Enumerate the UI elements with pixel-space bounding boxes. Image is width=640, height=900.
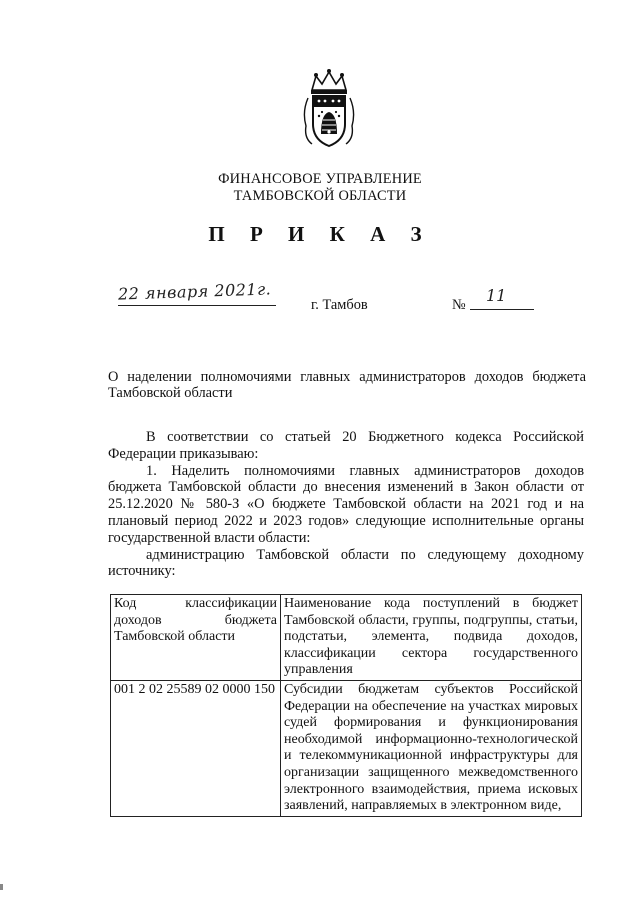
- org-line-1: ФИНАНСОВОЕ УПРАВЛЕНИЕ: [218, 171, 422, 187]
- date-underline: [118, 305, 276, 306]
- city-label: г. Тамбов: [311, 297, 368, 313]
- handwritten-number: 11: [486, 286, 507, 305]
- revenue-codes-table: [110, 594, 582, 817]
- row-name-cell: Субсидии бюджетам субъектов Российской Федерации на обеспечение на участках мировых судей формирования и функционирования необходимой информационно-технологической и телекоммуникационной инфраструктуры для организации защищенного межведомственного электронного взаимодействия, приема исковых заявлений, направляемых в электронном виде,: [281, 680, 582, 816]
- header-code-cell: Код классификации доходов бюджета Тамбовской области: [111, 595, 281, 681]
- org-line-2: ТАМБОВСКОЙ ОБЛАСТИ: [233, 188, 407, 204]
- document-type-title: П Р И К А З: [208, 222, 432, 246]
- number-sign: №: [452, 297, 466, 313]
- item-1-paragraph: 1. Наделить полномочиями главных администраторов доходов бюджета Тамбовской области до внесения изменений в Закон области от 25.12.2020 № 580-З «О бюджете Тамбовской области на 2021 год и на плановый период 2022 и 2023 годов» следующие исполнительные органы государственной власти области:: [108, 462, 584, 546]
- order-body: [108, 429, 584, 580]
- row-code-cell: 001 2 02 25589 02 0000 150: [111, 680, 281, 816]
- header-name-cell: Наименование кода поступлений в бюджет Тамбовской области, группы, подгруппы, статьи, подстатьи, элемента, подвида доходов, классификации сектора государственного управления: [281, 595, 582, 681]
- organization-name: [0, 171, 640, 205]
- order-subject: О наделении полномочиями главных администраторов доходов бюджета Тамбовской области: [108, 369, 586, 401]
- table-header-row: [111, 595, 582, 681]
- number-underline: [470, 309, 534, 310]
- handwritten-date: 22 января 2021г.: [117, 279, 272, 304]
- preamble-paragraph: В соответствии со статьей 20 Бюджетного кодекса Российской Федерации приказываю:: [108, 429, 584, 462]
- coat-of-arms-icon: [300, 68, 358, 150]
- item-1-sub-paragraph: администрацию Тамбовской области по следующему доходному источнику:: [108, 546, 584, 580]
- table-row: [111, 680, 582, 816]
- scan-edge-mark: [0, 884, 3, 890]
